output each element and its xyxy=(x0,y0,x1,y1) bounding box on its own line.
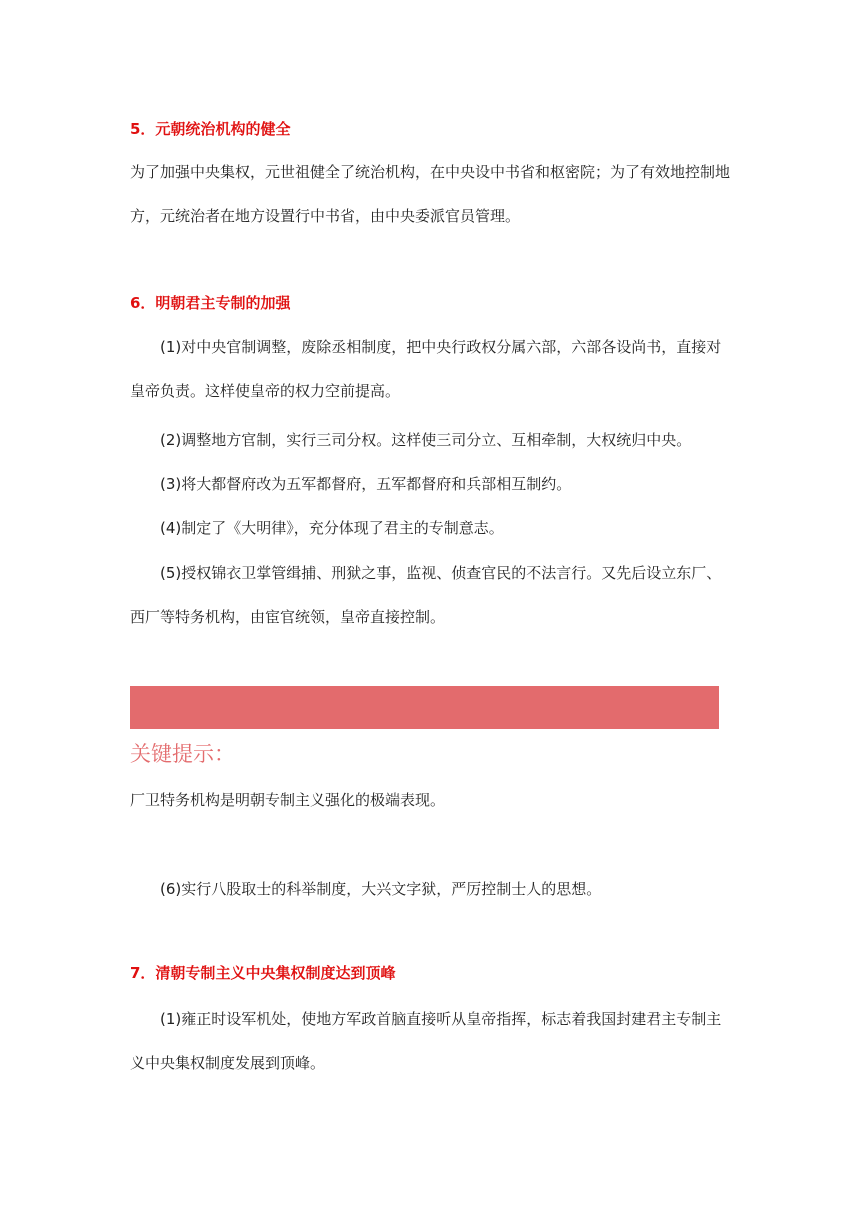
section-6-item-5: (5)授权锦衣卫掌管缉捕、刑狱之事，监视、侦查官民的不法言行。又先后设立东厂、西厂等特务机构，由宦官统领，皇帝直接控制。 xyxy=(130,564,722,626)
section-6-item-6: (6)实行八股取士的科举制度，大兴文字狱，严厉控制士人的思想。 xyxy=(160,880,602,898)
section-6-item-4: (4)制定了《大明律》，充分体现了君主的专制意志。 xyxy=(160,519,504,537)
section-6-item-1: (1)对中央官制调整，废除丞相制度，把中央行政权分属六部，六部各设尚书，直接对皇帝负责。这样使皇帝的权力空前提高。 xyxy=(130,338,722,400)
section-7-heading: 7．清朝专制主义中央集权制度达到顶峰 xyxy=(130,964,396,982)
section-5-heading: 5．元朝统治机构的健全 xyxy=(130,120,291,138)
key-tip-title: 关键提示： xyxy=(130,742,235,766)
section-6-heading: 6．明朝君主专制的加强 xyxy=(130,294,291,312)
section-7-item-1: (1)雍正时设军机处，使地方军政首脑直接听从皇帝指挥，标志着我国封建君主专制主义中央集权制度发展到顶峰。 xyxy=(130,1010,722,1072)
section-5-paragraph: 为了加强中央集权，元世祖健全了统治机构，在中央设中书省和枢密院；为了有效地控制地方，元统治者在地方设置行中书省，由中央委派官员管理。 xyxy=(130,163,731,225)
key-tip-text: 厂卫特务机构是明朝专制主义强化的极端表现。 xyxy=(130,791,446,809)
key-tip-banner xyxy=(130,686,719,729)
section-6-item-2: (2)调整地方官制，实行三司分权。这样使三司分立、互相牵制，大权统归中央。 xyxy=(160,431,692,449)
section-6-item-3: (3)将大都督府改为五军都督府，五军都督府和兵部相互制约。 xyxy=(160,475,572,493)
